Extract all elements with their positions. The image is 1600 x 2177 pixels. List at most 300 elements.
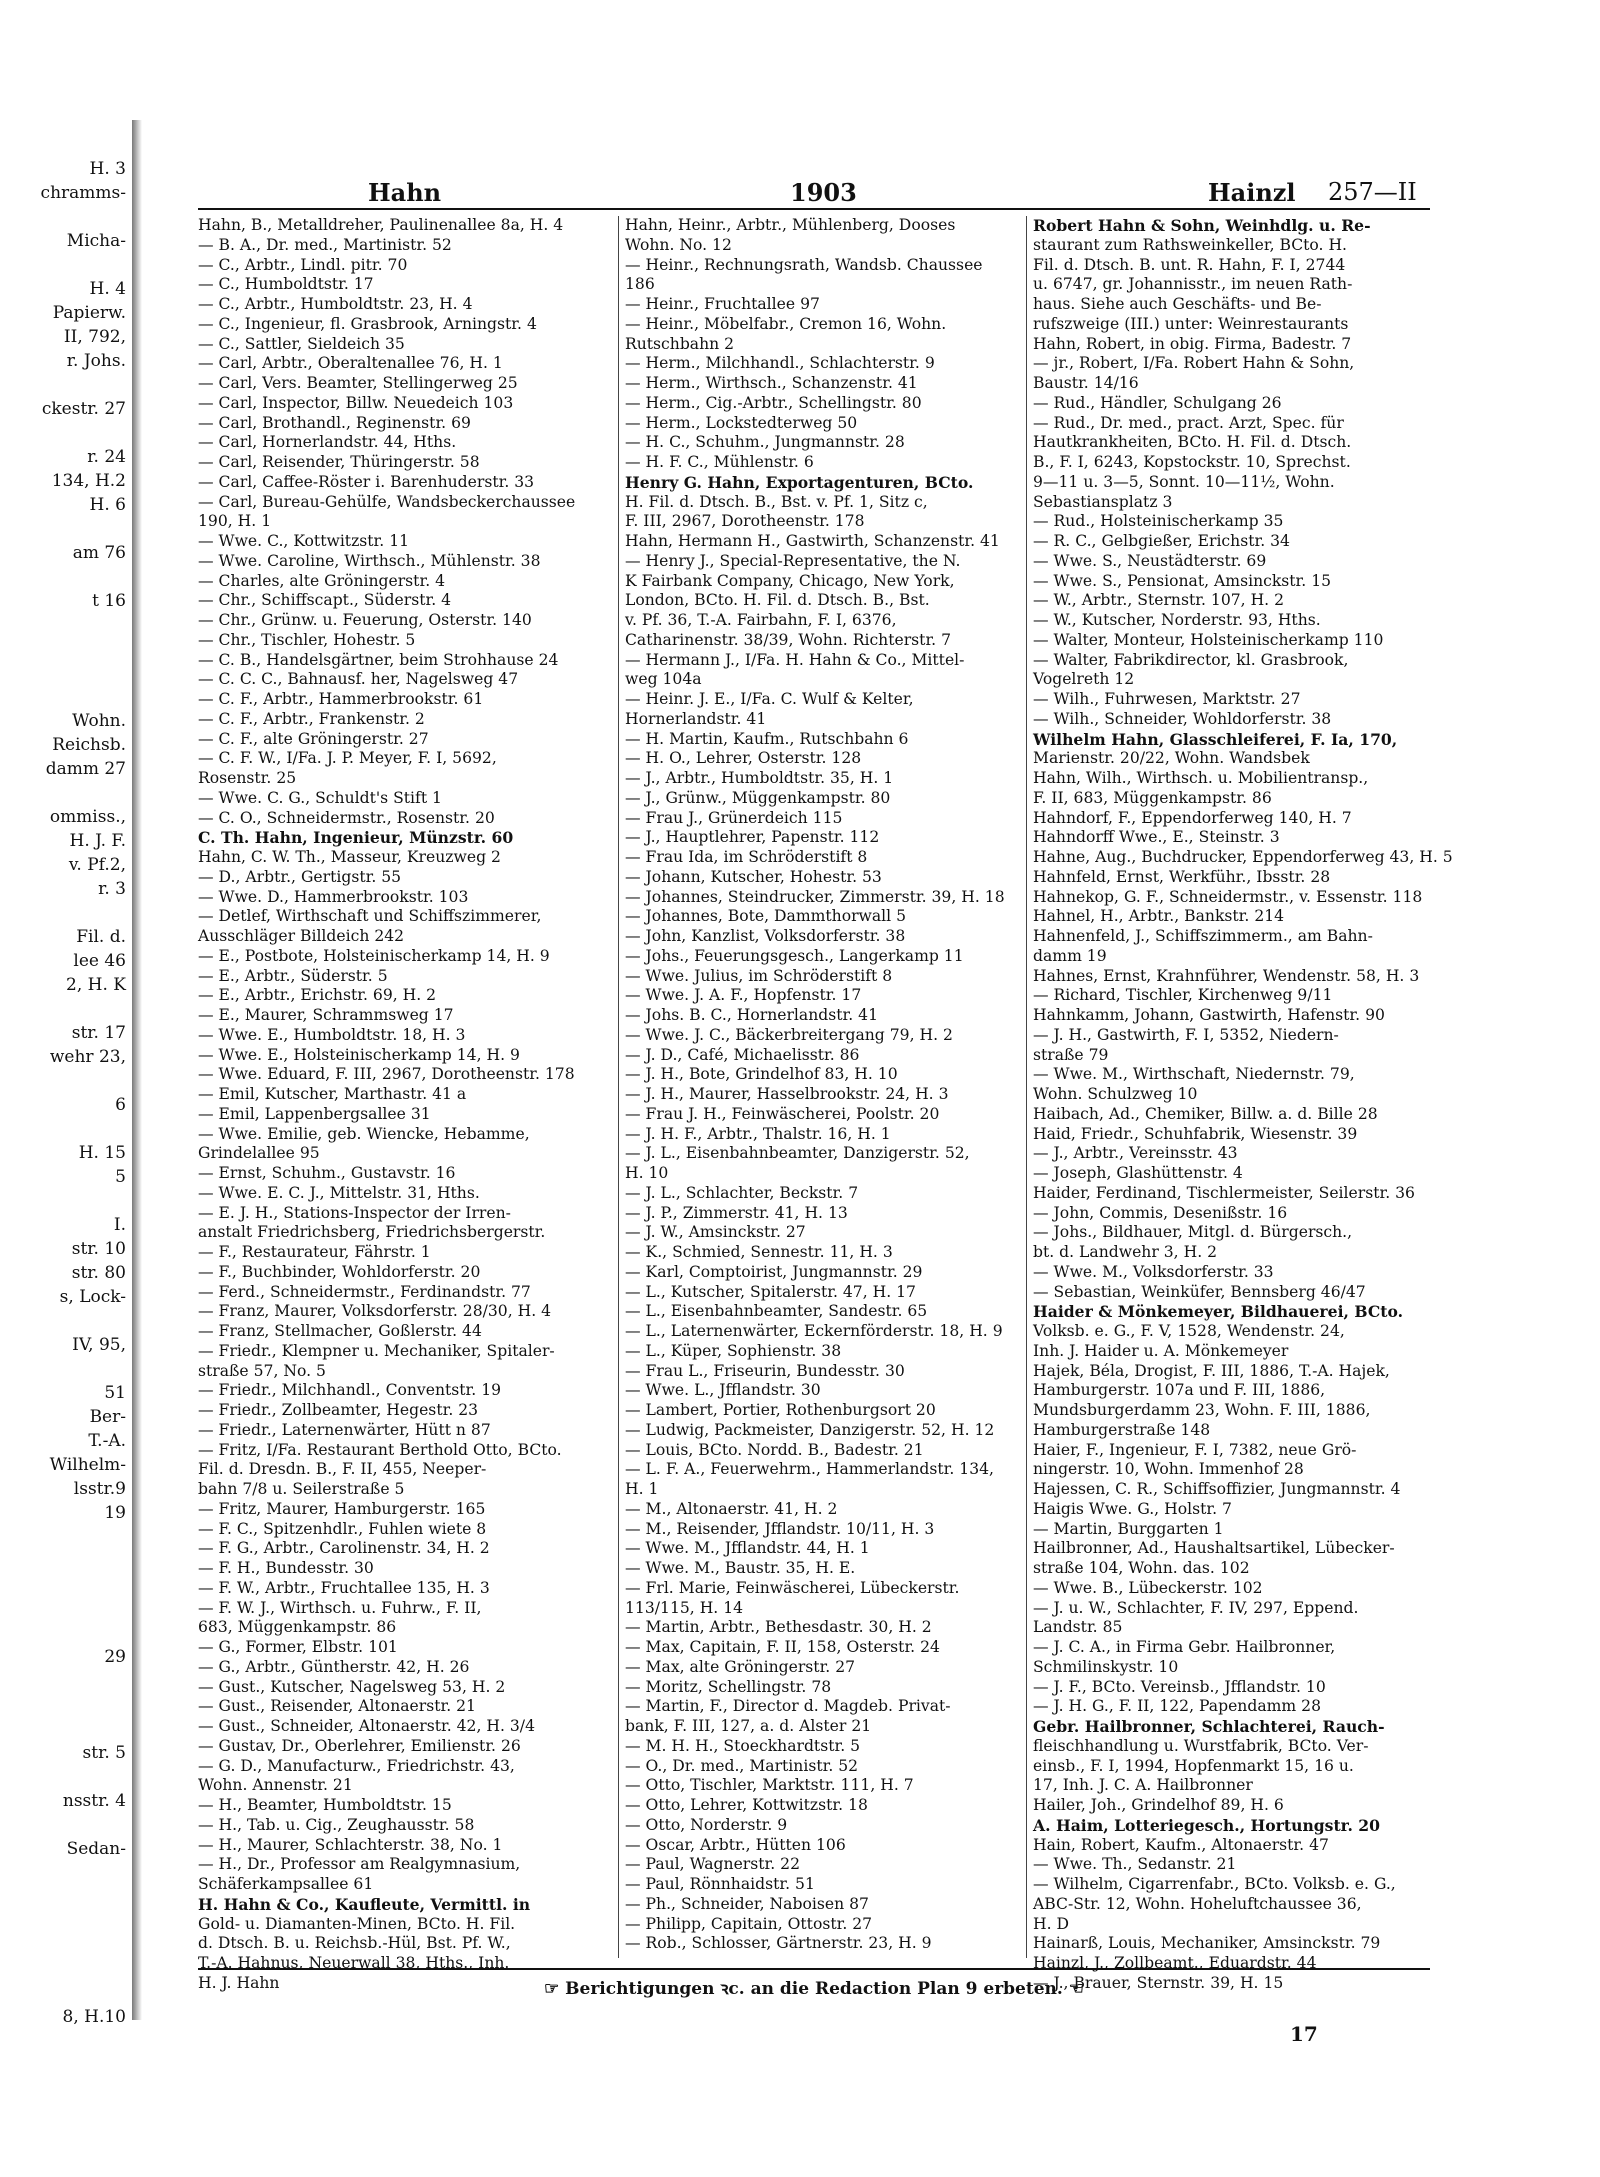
directory-entry: — H., Maurer, Schlachterstr. 38, No. 1 <box>198 1835 503 1854</box>
directory-entry: — Wwe. E., Humboldtstr. 18, H. 3 <box>198 1025 466 1044</box>
directory-entry: — F. W., Arbtr., Fruchtallee 135, H. 3 <box>198 1578 490 1597</box>
directory-entry: Hahnenfeld, J., Schiffszimmerm., am Bahn- <box>1033 927 1373 945</box>
directory-entry: — L. F. A., Feuerwehrm., Hammerlandstr. 134, <box>625 1460 995 1479</box>
directory-entry: H. J. Hahn <box>198 1973 280 1992</box>
directory-entry: Rosenstr. 25 <box>198 769 297 787</box>
directory-entry: weg 104a <box>625 670 702 689</box>
directory-entry: Marienstr. 20/22, Wohn. Wandsbek <box>1033 749 1310 768</box>
column-2 <box>618 216 1025 1958</box>
previous-page-fragment: wehr 23, <box>49 1047 126 1067</box>
directory-entry: 190, H. 1 <box>198 512 272 531</box>
directory-entry: — O., Dr. med., Martinistr. 52 <box>625 1756 859 1775</box>
previous-page-fragment: IV, 95, <box>72 1335 126 1355</box>
previous-page-fragment: Reichsb. <box>52 735 126 755</box>
directory-entry: — Henry J., Special-Representative, the N. <box>625 551 961 570</box>
directory-entry: Gold- u. Diamanten-Minen, BCto. H. Fil. <box>198 1914 516 1933</box>
directory-entry: — C., Ingenieur, fl. Grasbrook, Arningstr. 4 <box>198 314 537 333</box>
directory-entry: Hahn, C. W. Th., Masseur, Kreuzweg 2 <box>198 848 501 866</box>
directory-entry: — H., Tab. u. Cig., Zeughausstr. 58 <box>198 1815 475 1834</box>
directory-entry: — Karl, Comptoirist, Jungmannstr. 29 <box>625 1262 923 1281</box>
directory-entry: Landstr. 85 <box>1033 1618 1123 1637</box>
directory-entry: — J. F., BCto. Vereinsb., Jfflandstr. 10 <box>1033 1677 1326 1696</box>
directory-entry: — Wwe. D., Hammerbrookstr. 103 <box>198 887 469 906</box>
previous-page-fragment: damm 27 <box>45 759 126 779</box>
directory-entry: — Walter, Fabrikdirector, kl. Grasbrook, <box>1033 650 1349 669</box>
directory-entry: H. Hahn & Co., Kaufleute, Vermittl. in <box>198 1894 531 1914</box>
directory-entry: Wilhelm Hahn, Glasschleiferei, F. Ia, 170, <box>1033 729 1398 749</box>
directory-entry: Sebastiansplatz 3 <box>1033 492 1173 511</box>
previous-page-fragment: Micha- <box>66 231 126 251</box>
directory-entry: Hajessen, C. R., Schiffsoffizier, Jungmannstr. 4 <box>1033 1480 1401 1498</box>
directory-entry: — Charles, alte Gröningerstr. 4 <box>198 571 446 590</box>
directory-entry: — Wwe. M., Wirthschaft, Niedernstr. 79, <box>1033 1065 1355 1084</box>
directory-entry: Robert Hahn & Sohn, Weinhdlg. u. Re- <box>1033 216 1371 235</box>
directory-entry: — Carl, Reisender, Thüringerstr. 58 <box>198 453 480 471</box>
directory-entry: Volksb. e. G., F. V, 1528, Wendenstr. 24, <box>1033 1322 1345 1340</box>
directory-entry: staurant zum Rathsweinkeller, BCto. H. <box>1033 235 1348 254</box>
directory-entry: — Wwe. M., Baustr. 35, H. E. <box>625 1559 856 1577</box>
previous-page-fragment: ckestr. 27 <box>41 399 126 419</box>
directory-entry: — H. F. C., Mühlenstr. 6 <box>625 453 814 471</box>
directory-entry: — Frau L., Friseurin, Bundesstr. 30 <box>625 1361 905 1380</box>
directory-entry: — E., Arbtr., Süderstr. 5 <box>198 966 388 985</box>
directory-entry: — Gust., Reisender, Altonaerstr. 21 <box>198 1697 476 1716</box>
directory-entry: — J., Brauer, Sternstr. 39, H. 15 <box>1033 1973 1284 1992</box>
directory-entry: — C. F., Arbtr., Hammerbrookstr. 61 <box>198 690 484 708</box>
directory-entry: — B. A., Dr. med., Martinistr. 52 <box>198 235 452 254</box>
directory-entry: Haier, F., Ingenieur, F. I, 7382, neue Grö- <box>1033 1440 1357 1459</box>
directory-entry: Hautkrankheiten, BCto. H. Fil. d. Dtsch. <box>1033 433 1352 452</box>
directory-entry: ningerstr. 10, Wohn. Immenhof 28 <box>1033 1460 1304 1479</box>
directory-entry: Henry G. Hahn, Exportagenturen, BCto. <box>625 472 974 492</box>
directory-entry: — Wwe. L., Jfflandstr. 30 <box>625 1381 821 1400</box>
directory-entry: Grindelallee 95 <box>198 1144 320 1163</box>
directory-entry: — Wilhelm, Cigarrenfabr., BCto. Volksb. e. G., <box>1033 1875 1396 1893</box>
directory-entry: — C. F., Arbtr., Frankenstr. 2 <box>198 709 425 728</box>
directory-entry: — H. C., Schuhm., Jungmannstr. 28 <box>625 433 905 452</box>
directory-entry: — J. H. G., F. II, 122, Papendamm 28 <box>1033 1697 1321 1716</box>
directory-entry: 17, Inh. J. C. A. Hailbronner <box>1033 1776 1253 1795</box>
directory-entry: Hahnekop, G. F., Schneidermstr., v. Essenstr. 118 <box>1033 887 1423 906</box>
previous-page-fragment: lsstr.9 <box>73 1479 126 1499</box>
directory-entry: H. D <box>1033 1914 1070 1933</box>
directory-entry: — Carl, Caffee-Röster i. Barenhuderstr. 33 <box>198 472 535 491</box>
directory-entry: Wohn. Schulzweg 10 <box>1033 1085 1198 1103</box>
directory-entry: Hain, Robert, Kaufm., Altonaerstr. 47 <box>1033 1835 1329 1854</box>
directory-entry: — Wwe. E. C. J., Mittelstr. 31, Hths. <box>198 1183 480 1202</box>
directory-entry: Ausschläger Billdeich 242 <box>198 927 405 945</box>
directory-entry: Hahn, B., Metalldreher, Paulinenallee 8a, H. 4 <box>198 216 564 234</box>
directory-entry: Gebr. Hailbronner, Schlachterei, Rauch- <box>1033 1717 1385 1736</box>
directory-entry: — Oscar, Arbtr., Hütten 106 <box>625 1835 846 1854</box>
directory-entry: ABC-Str. 12, Wohn. Hoheluftchaussee 36, <box>1033 1894 1362 1913</box>
directory-entry: — Max, alte Gröningerstr. 27 <box>625 1657 856 1676</box>
directory-entry: — R. C., Gelbgießer, Erichstr. 34 <box>1033 532 1290 550</box>
directory-entry: — F. C., Spitzenhdlr., Fuhlen wiete 8 <box>198 1519 487 1538</box>
directory-entry: Fil. d. Dtsch. B. unt. R. Hahn, F. I, 2744 <box>1033 255 1346 274</box>
directory-entry: Vogelreth 12 <box>1033 670 1135 689</box>
previous-page-fragment: Wohn. <box>72 711 126 731</box>
directory-entry: — Herm., Cig.-Arbtr., Schellingstr. 80 <box>625 393 922 412</box>
previous-page-fragment: nsstr. 4 <box>62 1791 126 1811</box>
page-header <box>198 178 1430 210</box>
directory-entry: — C. F., alte Gröningerstr. 27 <box>198 729 429 748</box>
directory-entry: — Ernst, Schuhm., Gustavstr. 16 <box>198 1164 456 1182</box>
previous-page-fragment: II, 792, <box>63 327 126 347</box>
directory-entry: Hahne, Aug., Buchdrucker, Eppendorferweg 43, H. 5 <box>1033 848 1453 866</box>
directory-entry: Haibach, Ad., Chemiker, Billw. a. d. Bille 28 <box>1033 1104 1378 1123</box>
previous-page-fragment: 51 <box>104 1383 126 1403</box>
directory-entry: F. II, 683, Müggenkampstr. 86 <box>1033 788 1272 807</box>
header-left-keyword: Hahn <box>368 178 442 207</box>
directory-entry: Hahndorff Wwe., E., Steinstr. 3 <box>1033 828 1280 847</box>
directory-entry: — Rud., Dr. med., pract. Arzt, Spec. für <box>1033 413 1344 432</box>
directory-entry: — W., Arbtr., Sternstr. 107, H. 2 <box>1033 591 1285 610</box>
directory-entry: d. Dtsch. B. u. Reichsb.-Hül, Bst. Pf. W., <box>198 1934 511 1953</box>
directory-entry: — Martin, Burggarten 1 <box>1033 1519 1224 1538</box>
directory-entry: — G., Arbtr., Güntherstr. 42, H. 26 <box>198 1657 470 1676</box>
directory-entry: H. Fil. d. Dtsch. B., Bst. v. Pf. 1, Sitz c, <box>625 492 928 511</box>
column-3 <box>1026 216 1453 1992</box>
directory-entry: — Heinr., Möbelfabr., Cremon 16, Wohn. <box>625 314 947 333</box>
directory-entry: — Gust., Kutscher, Nagelsweg 53, H. 2 <box>198 1677 506 1696</box>
directory-entry: straße 57, No. 5 <box>198 1361 326 1380</box>
directory-entry: — J., Hauptlehrer, Papenstr. 112 <box>625 828 880 847</box>
directory-entry: — G. D., Manufacturw., Friedrichstr. 43, <box>198 1756 515 1775</box>
directory-entry: Baustr. 14/16 <box>1033 374 1139 392</box>
directory-entry: Hahn, Wilh., Wirthsch. u. Mobilientransp., <box>1033 769 1369 787</box>
directory-entry: — C. O., Schneidermstr., Rosenstr. 20 <box>198 808 495 827</box>
directory-entry: — J. P., Zimmerstr. 41, H. 13 <box>625 1203 848 1222</box>
directory-entry: — J. D., Café, Michaelisstr. 86 <box>625 1045 860 1064</box>
directory-entry: — Rud., Holsteinischerkamp 35 <box>1033 512 1284 531</box>
previous-page-fragment: Wilhelm- <box>49 1455 126 1475</box>
directory-entry: — Walter, Monteur, Holsteinischerkamp 110 <box>1033 630 1384 649</box>
directory-entry: damm 19 <box>1033 946 1107 965</box>
directory-entry: — Frau Ida, im Schröderstift 8 <box>625 848 868 866</box>
directory-entry: — Friedr., Klempner u. Mechaniker, Spitaler- <box>198 1341 555 1360</box>
directory-entry: — Fritz, Maurer, Hamburgerstr. 165 <box>198 1499 486 1518</box>
directory-entry: — Johann, Kutscher, Hohestr. 53 <box>625 867 882 886</box>
directory-entry: — L., Küper, Sophienstr. 38 <box>625 1341 842 1360</box>
previous-page-fragment: T.-A. <box>88 1431 126 1451</box>
directory-entry: Mundsburgerdamm 23, Wohn. F. III, 1886, <box>1033 1401 1371 1419</box>
directory-entry: — Fritz, I/Fa. Restaurant Berthold Otto, BCto. <box>198 1440 562 1459</box>
directory-entry: — Paul, Rönnhaidstr. 51 <box>625 1875 815 1893</box>
directory-entry: — Heinr. J. E., I/Fa. C. Wulf & Kelter, <box>625 690 914 708</box>
directory-entry: Inh. J. Haider u. A. Mönkemeyer <box>1033 1341 1289 1360</box>
directory-entry: — H., Beamter, Humboldtstr. 15 <box>198 1796 452 1814</box>
directory-entry: Haigis Wwe. G., Holstr. 7 <box>1033 1499 1232 1518</box>
directory-entry: — Heinr., Fruchtallee 97 <box>625 295 820 313</box>
directory-entry: K Fairbank Company, Chicago, New York, <box>625 571 955 590</box>
directory-entry: — Wilh., Schneider, Wohldorferstr. 38 <box>1033 709 1332 728</box>
directory-entry: — Martin, F., Director d. Magdeb. Privat- <box>625 1697 951 1716</box>
directory-entry: — L., Kutscher, Spitalerstr. 47, H. 17 <box>625 1282 916 1301</box>
previous-page-fragment: H. 4 <box>89 279 126 299</box>
directory-entry: bt. d. Landwehr 3, H. 2 <box>1033 1243 1218 1261</box>
directory-entry: — H., Dr., Professor am Realgymnasium, <box>198 1855 521 1874</box>
directory-entry: straße 79 <box>1033 1045 1109 1064</box>
directory-entry: — Philipp, Capitain, Ottostr. 27 <box>625 1914 873 1933</box>
directory-entry: rufszweige (III.) unter: Weinrestaurants <box>1033 314 1349 333</box>
previous-page-fragment: r. 24 <box>87 447 126 467</box>
directory-entry: — Chr., Tischler, Hohestr. 5 <box>198 630 416 649</box>
previous-page-fragment: H. 3 <box>89 159 126 179</box>
directory-entry: — E., Arbtr., Erichstr. 69, H. 2 <box>198 986 437 1005</box>
directory-entry: F. III, 2967, Dorotheenstr. 178 <box>625 512 865 531</box>
directory-entry: — Louis, BCto. Nordd. B., Badestr. 21 <box>625 1440 924 1459</box>
directory-entry: — Wilh., Fuhrwesen, Marktstr. 27 <box>1033 690 1301 708</box>
directory-entry: Hamburgerstraße 148 <box>1033 1420 1211 1439</box>
previous-page-fragment: 134, H.2 <box>51 471 126 491</box>
directory-entry: — Otto, Lehrer, Kottwitzstr. 18 <box>625 1796 868 1814</box>
directory-entry: — C. F. W., I/Fa. J. P. Meyer, F. I, 5692, <box>198 749 497 768</box>
directory-entry: — Carl, Arbtr., Oberaltenallee 76, H. 1 <box>198 354 503 373</box>
directory-entry: T.-A. Hahnus, Neuerwall 38, Hths., Inh. <box>198 1954 510 1972</box>
directory-entry: Hahnfeld, Ernst, Werkführ., Ibsstr. 28 <box>1033 867 1331 886</box>
previous-page-fragment: r. 3 <box>98 879 126 899</box>
directory-entry: Hainarß, Louis, Mechaniker, Amsinckstr. 79 <box>1033 1934 1381 1953</box>
previous-page-fragment: lee 46 <box>73 951 126 971</box>
directory-entry: — H. O., Lehrer, Osterstr. 128 <box>625 749 862 768</box>
previous-page-fragment: Fil. d. <box>76 927 126 947</box>
directory-entry: — C. B., Handelsgärtner, beim Strohhause 24 <box>198 650 559 669</box>
directory-entry: — E., Maurer, Schrammsweg 17 <box>198 1006 454 1024</box>
directory-entry: — Friedr., Milchhandl., Conventstr. 19 <box>198 1381 502 1400</box>
directory-entry: — J. H., Gastwirth, F. I, 5352, Niedern- <box>1033 1025 1339 1044</box>
directory-entry: — Wwe. Emilie, geb. Wiencke, Hebamme, <box>198 1124 530 1143</box>
directory-entry: — Wwe. J. A. F., Hopfenstr. 17 <box>625 986 862 1005</box>
previous-page-fragment: I. <box>113 1215 126 1235</box>
directory-entry: Hahn, Robert, in obig. Firma, Badestr. 7 <box>1033 334 1352 353</box>
directory-entry: — Moritz, Schellingstr. 78 <box>625 1677 832 1696</box>
directory-entry: Fil. d. Dresdn. B., F. II, 455, Neeper- <box>198 1460 487 1479</box>
previous-page-fragment: chramms- <box>40 183 126 203</box>
directory-entry: Hahndorf, F., Eppendorferweg 140, H. 7 <box>1033 808 1352 827</box>
directory-entry: — Franz, Maurer, Volksdorferstr. 28/30, H. 4 <box>198 1302 552 1321</box>
directory-entry: — Carl, Bureau-Gehülfe, Wandsbeckerchaussee <box>198 492 576 511</box>
directory-entry: — Carl, Inspector, Billw. Neuedeich 103 <box>198 393 514 412</box>
directory-entry: Hailbronner, Ad., Haushaltsartikel, Lübecker- <box>1033 1539 1395 1558</box>
previous-page-fragment: str. 10 <box>71 1239 126 1259</box>
directory-entry: Hainzl, J., Zollbeamt., Eduardstr. 44 <box>1033 1954 1317 1972</box>
directory-entry: — J., Grünw., Müggenkampstr. 80 <box>625 788 891 807</box>
directory-entry: Hahn, Hermann H., Gastwirth, Schanzenstr. 41 <box>625 532 1000 550</box>
directory-entry: — J. W., Amsinckstr. 27 <box>625 1223 806 1242</box>
directory-entry: — Herm., Milchhandl., Schlachterstr. 9 <box>625 354 935 373</box>
directory-entry: — J. H., Maurer, Hasselbrookstr. 24, H. 3 <box>625 1085 949 1103</box>
previous-page-fragment: 2, H. K <box>66 975 126 995</box>
directory-entry: v. Pf. 36, T.-A. Fairbahn, F. I, 6376, <box>625 611 897 629</box>
directory-entry: Haid, Friedr., Schuhfabrik, Wiesenstr. 39 <box>1033 1124 1358 1143</box>
directory-entry: — Frl. Marie, Feinwäscherei, Lübeckerstr. <box>625 1578 960 1597</box>
directory-entry: — J. H., Bote, Grindelhof 83, H. 10 <box>625 1065 898 1084</box>
directory-entry: — Frau J., Grünerdeich 115 <box>625 808 843 827</box>
directory-entry: Schmilinskystr. 10 <box>1033 1657 1179 1676</box>
directory-entry: — Johs., Feuerungsgesch., Langerkamp 11 <box>625 946 964 965</box>
directory-entry: — Detlef, Wirthschaft und Schiffszimmerer, <box>198 907 542 926</box>
directory-entry: — H. Martin, Kaufm., Rutschbahn 6 <box>625 729 909 748</box>
directory-entry: — C., Arbtr., Humboldtstr. 23, H. 4 <box>198 295 473 313</box>
previous-page-fragment: H. J. F. <box>69 831 126 851</box>
directory-entry: 113/115, H. 14 <box>625 1598 744 1617</box>
directory-entry: — Gustav, Dr., Oberlehrer, Emilienstr. 26 <box>198 1736 521 1755</box>
directory-entry: — J. L., Eisenbahnbeamter, Danzigerstr. 52, <box>625 1144 970 1163</box>
directory-entry: — Wwe. J. C., Bäckerbreitergang 79, H. 2 <box>625 1025 953 1044</box>
previous-page-fragment: str. 17 <box>71 1023 126 1043</box>
footer-note: ☞ Berichtigungen ꝛc. an die Redaction Plan 9 erbeten. ☜ <box>198 1968 1430 2006</box>
directory-entry: Hailer, Joh., Grindelhof 89, H. 6 <box>1033 1796 1284 1814</box>
directory-entry: — Wwe. Th., Sedanstr. 21 <box>1033 1855 1237 1874</box>
directory-entry: 186 <box>625 275 655 294</box>
directory-entry: — John, Commis, Desenißstr. 16 <box>1033 1203 1288 1222</box>
directory-entry: 9—11 u. 3—5, Sonnt. 10—11½, Wohn. <box>1033 472 1335 491</box>
previous-page-fragment: am 76 <box>72 543 126 563</box>
directory-entry: — Joseph, Glashüttenstr. 4 <box>1033 1164 1243 1182</box>
previous-page-fragment: H. 15 <box>78 1143 126 1163</box>
directory-entry: 683, Müggenkampstr. 86 <box>198 1618 397 1637</box>
previous-page-fragment: 29 <box>104 1647 126 1667</box>
previous-page-fragment: t 16 <box>92 591 126 611</box>
directory-entry: H. 1 <box>625 1480 659 1498</box>
directory-entry: bahn 7/8 u. Seilerstraße 5 <box>198 1480 405 1498</box>
directory-entry: — M. H. H., Stoeckhardtstr. 5 <box>625 1736 861 1755</box>
directory-entry: — Emil, Lappenbergsallee 31 <box>198 1104 431 1123</box>
directory-entry: Haider & Mönkemeyer, Bildhauerei, BCto. <box>1033 1302 1403 1322</box>
directory-entry: Hahnes, Ernst, Krahnführer, Wendenstr. 58, H. 3 <box>1033 966 1420 985</box>
directory-entry: — Carl, Vers. Beamter, Stellingerweg 25 <box>198 374 518 392</box>
directory-entry: — C. C. C., Bahnausf. her, Nagelsweg 47 <box>198 670 519 689</box>
directory-entry: — J. C. A., in Firma Gebr. Hailbronner, <box>1033 1638 1336 1656</box>
directory-entry: u. 6747, gr. Johannisstr., im neuen Rath- <box>1033 275 1353 294</box>
previous-page-strip <box>0 120 135 2027</box>
directory-entry: Haider, Ferdinand, Tischlermeister, Seilerstr. 36 <box>1033 1183 1415 1202</box>
directory-entry: Schäferkampsallee 61 <box>198 1875 374 1893</box>
directory-entry: — Wwe. E., Holsteinischerkamp 14, H. 9 <box>198 1045 520 1064</box>
previous-page-fragment: Sedan- <box>66 1839 126 1859</box>
directory-entry: — F. G., Arbtr., Carolinenstr. 34, H. 2 <box>198 1539 490 1558</box>
directory-entry: — Max, Capitain, F. II, 158, Osterstr. 24 <box>625 1638 940 1656</box>
header-year: 1903 <box>790 178 857 207</box>
previous-page-fragment: 5 <box>115 1167 126 1187</box>
directory-entry: Hahn, Heinr., Arbtr., Mühlenberg, Dooses <box>625 216 956 234</box>
directory-entry: — Frau J. H., Feinwäscherei, Poolstr. 20 <box>625 1104 940 1123</box>
previous-page-fragment: Ber- <box>89 1407 126 1427</box>
column-1 <box>198 216 612 1992</box>
directory-entry: Hamburgerstr. 107a und F. III, 1886, <box>1033 1381 1326 1400</box>
directory-entry: Wohn. No. 12 <box>625 235 732 254</box>
directory-entry: anstalt Friedrichsberg, Friedrichsbergerstr. <box>198 1223 546 1242</box>
directory-entry: Hahnkamm, Johann, Gastwirth, Hafenstr. 90 <box>1033 1006 1385 1024</box>
previous-page-fragment: str. 5 <box>82 1743 126 1763</box>
directory-entry: London, BCto. H. Fil. d. Dtsch. B., Bst. <box>625 591 930 610</box>
directory-entry: — Johannes, Bote, Dammthorwall 5 <box>625 907 907 926</box>
previous-page-fragment: s, Lock- <box>59 1287 126 1307</box>
directory-entry: — F., Buchbinder, Wohldorferstr. 20 <box>198 1262 481 1281</box>
directory-entry: — Ferd., Schneidermstr., Ferdinandstr. 77 <box>198 1282 531 1301</box>
directory-entry: — Herm., Lockstedterweg 50 <box>625 413 858 432</box>
directory-entry: — E. J. H., Stations-Inspector der Irren- <box>198 1203 511 1222</box>
directory-entry: — Wwe. C., Kottwitzstr. 11 <box>198 532 410 550</box>
previous-page-fragment: str. 80 <box>71 1263 126 1283</box>
previous-page-fragment: 19 <box>104 1503 126 1523</box>
directory-entry: — Johs. B. C., Hornerlandstr. 41 <box>625 1006 879 1024</box>
directory-entry: Catharinenstr. 38/39, Wohn. Richterstr. 7 <box>625 630 952 649</box>
previous-page-fragment: ommiss., <box>49 807 126 827</box>
directory-entry: — Franz, Stellmacher, Goßlerstr. 44 <box>198 1322 482 1340</box>
directory-entry: — Rob., Schlosser, Gärtnerstr. 23, H. 9 <box>625 1934 932 1953</box>
directory-entry: — F. W. J., Wirthsch. u. Fuhrw., F. II, <box>198 1598 482 1617</box>
directory-entry: B., F. I, 6243, Kopstockstr. 10, Sprechst. <box>1033 453 1351 471</box>
directory-entry: — Friedr., Laternenwärter, Hütt n 87 <box>198 1420 491 1439</box>
previous-page-fragment: 8, H.10 <box>62 2007 126 2027</box>
directory-entry: A. Haim, Lotteriegesch., Hortungstr. 20 <box>1033 1815 1381 1835</box>
directory-entry: — Rud., Händler, Schulgang 26 <box>1033 393 1282 412</box>
directory-entry: fleischhandlung u. Wurstfabrik, BCto. Ver- <box>1033 1736 1369 1755</box>
directory-entry: — J., Arbtr., Humboldtstr. 35, H. 1 <box>625 769 894 787</box>
directory-entry: Hornerlandstr. 41 <box>625 709 767 728</box>
directory-entry: — Friedr., Zollbeamter, Hegestr. 23 <box>198 1401 479 1419</box>
directory-entry: — M., Altonaerstr. 41, H. 2 <box>625 1499 838 1518</box>
directory-entry: — E., Postbote, Holsteinischerkamp 14, H. 9 <box>198 946 550 965</box>
directory-entry: bank, F. III, 127, a. d. Alster 21 <box>625 1717 872 1735</box>
directory-entry: — Wwe. M., Jfflandstr. 44, H. 1 <box>625 1539 870 1558</box>
directory-entry: Hajek, Béla, Drogist, F. III, 1886, T.-A. Hajek, <box>1033 1361 1390 1380</box>
directory-entry: — F. H., Bundesstr. 30 <box>198 1559 374 1577</box>
directory-entry: Hahnel, H., Arbtr., Bankstr. 214 <box>1033 907 1285 926</box>
directory-entry: — Wwe. S., Pensionat, Amsinckstr. 15 <box>1033 571 1332 590</box>
previous-page-fragment: r. Johs. <box>66 351 126 371</box>
directory-entry: — Heinr., Rechnungsrath, Wandsb. Chaussee <box>625 255 983 274</box>
directory-entry: — Chr., Grünw. u. Feuerung, Osterstr. 140 <box>198 611 532 629</box>
directory-entry: — L., Eisenbahnbeamter, Sandestr. 65 <box>625 1302 928 1321</box>
directory-entry: — Paul, Wagnerstr. 22 <box>625 1855 801 1874</box>
directory-entry: — G., Former, Elbstr. 101 <box>198 1638 398 1656</box>
header-right-keyword: Hainzl <box>1208 178 1296 207</box>
directory-entry: — Wwe. Julius, im Schröderstift 8 <box>625 966 893 985</box>
directory-entry: — J. H. F., Arbtr., Thalstr. 16, H. 1 <box>625 1124 891 1143</box>
previous-page-fragment: v. Pf.2, <box>68 855 126 875</box>
directory-entry: — Lambert, Portier, Rothenburgsort 20 <box>625 1401 936 1419</box>
directory-entry: — L., Laternenwärter, Eckernförderstr. 18, H. 9 <box>625 1322 1003 1340</box>
directory-entry: — C., Humboldtstr. 17 <box>198 275 374 294</box>
directory-entry: — Wwe. S., Neustädterstr. 69 <box>1033 551 1267 570</box>
directory-entry: straße 104, Wohn. das. 102 <box>1033 1559 1250 1577</box>
directory-entry: — W., Kutscher, Norderstr. 93, Hths. <box>1033 611 1321 629</box>
page-gutter <box>132 120 142 2020</box>
directory-entry: — Ludwig, Packmeister, Danzigerstr. 52, H. 12 <box>625 1420 995 1439</box>
directory-entry: — Johs., Bildhauer, Mitgl. d. Bürgersch., <box>1033 1223 1353 1242</box>
directory-entry: Wohn. Annenstr. 21 <box>198 1776 353 1795</box>
directory-entry: — John, Kanzlist, Volksdorferstr. 38 <box>625 927 906 945</box>
directory-entry: — Wwe. Eduard, F. III, 2967, Dorotheenstr. 178 <box>198 1065 575 1084</box>
directory-entry: — Otto, Tischler, Marktstr. 111, H. 7 <box>625 1776 914 1795</box>
directory-entry: — Johannes, Steindrucker, Zimmerstr. 39, H. 18 <box>625 887 1005 906</box>
directory-entry: — Ph., Schneider, Naboisen 87 <box>625 1894 869 1913</box>
directory-entry: — M., Reisender, Jfflandstr. 10/11, H. 3 <box>625 1519 935 1538</box>
directory-entry: — D., Arbtr., Gertigstr. 55 <box>198 867 402 886</box>
directory-entry: — Martin, Arbtr., Bethesdastr. 30, H. 2 <box>625 1618 932 1637</box>
directory-entry: einsb., F. I, 1994, Hopfenmarkt 15, 16 u. <box>1033 1756 1354 1775</box>
directory-entry: — Chr., Schiffscapt., Süderstr. 4 <box>198 591 452 610</box>
directory-entry: — C., Sattler, Sieldeich 35 <box>198 334 405 353</box>
directory-entry: — Hermann J., I/Fa. H. Hahn & Co., Mittel- <box>625 650 965 669</box>
header-page-label: 257—II <box>1328 178 1417 206</box>
directory-entry: — jr., Robert, I/Fa. Robert Hahn & Sohn, <box>1033 354 1355 373</box>
directory-entry: — Wwe. M., Volksdorferstr. 33 <box>1033 1262 1274 1281</box>
directory-entry: — Carl, Brothandl., Reginenstr. 69 <box>198 413 471 432</box>
